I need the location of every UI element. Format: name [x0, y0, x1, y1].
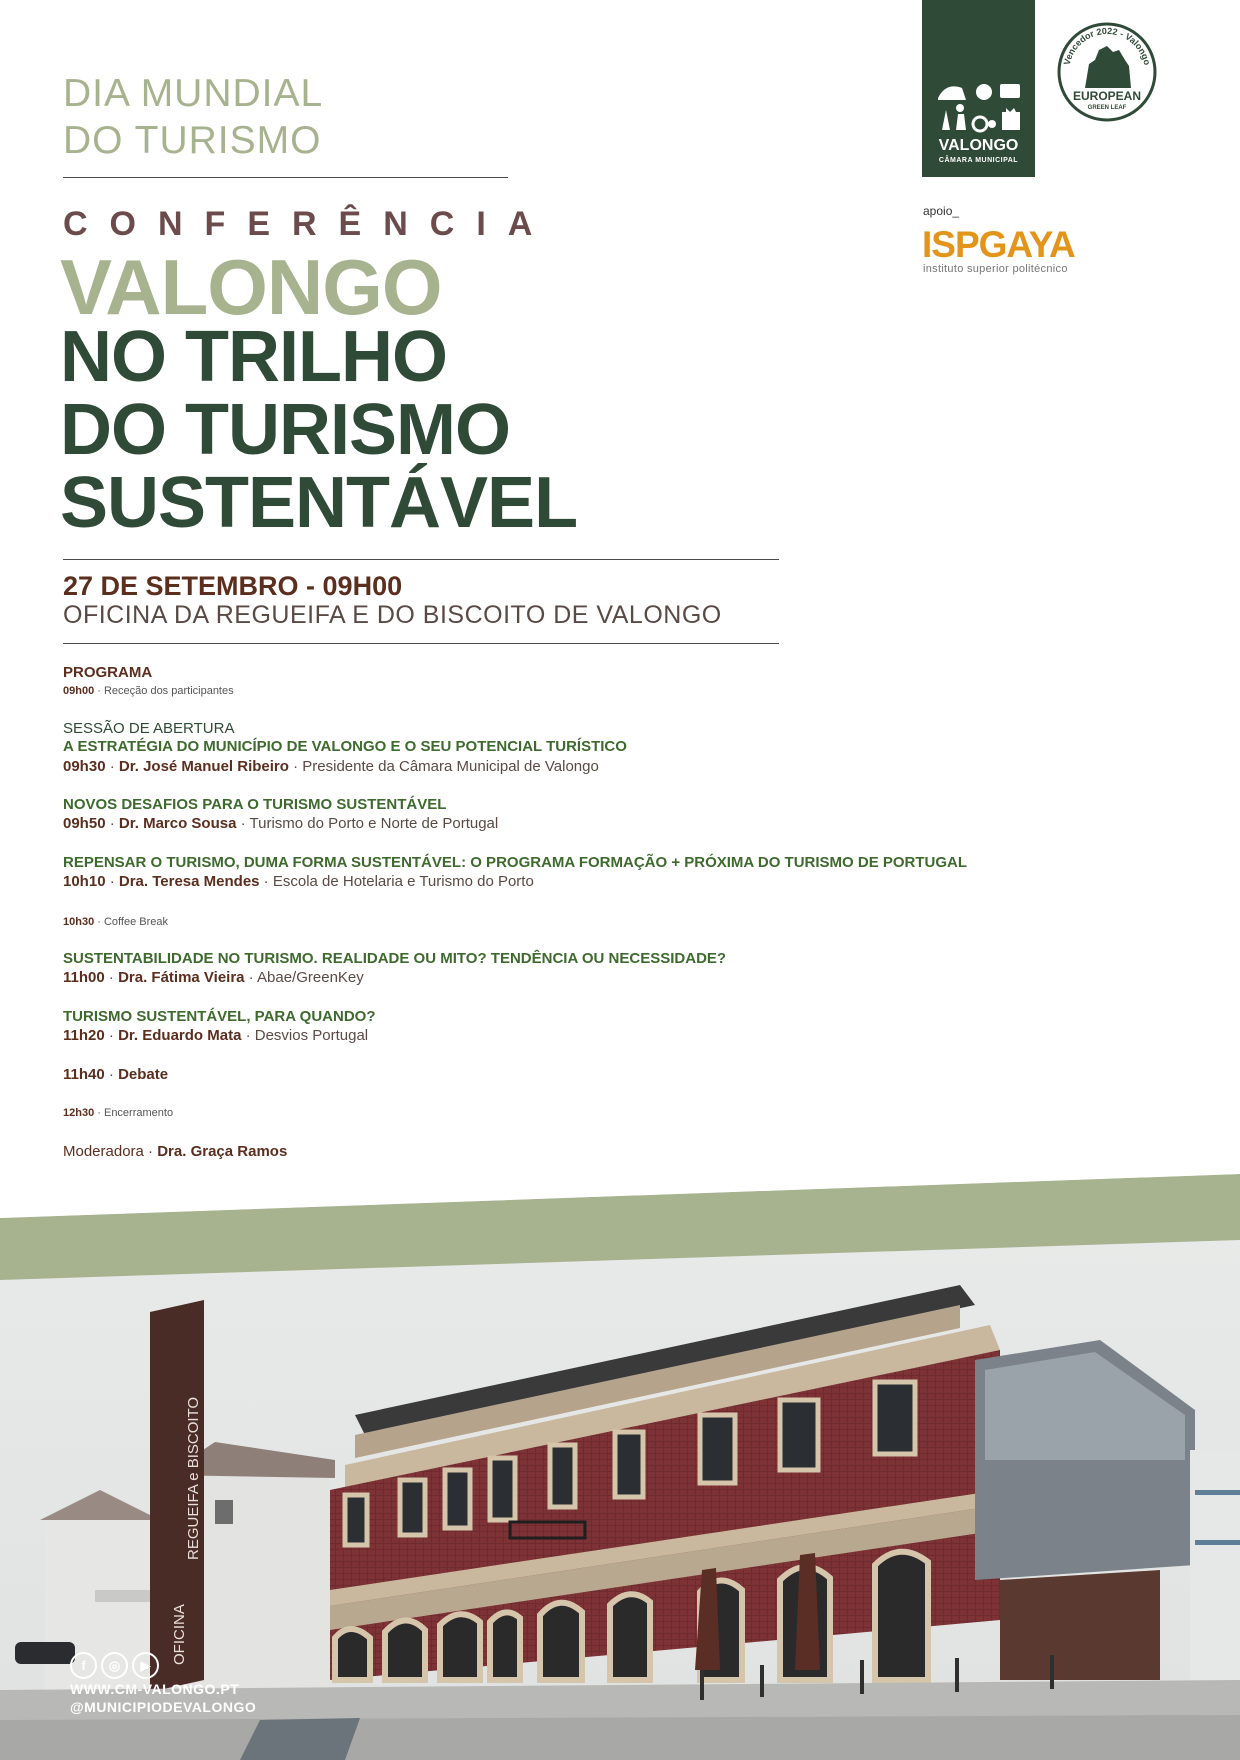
talk-speaker: Dr. Marco Sousa [118, 815, 237, 832]
dia-line-2: DO TURISMO [63, 119, 322, 162]
closing-time: 12h30 [63, 1107, 95, 1119]
talk-line-4: 11h00 · Dra. Fátima Vieira · Abae/GreenKey [63, 969, 364, 986]
building-photo [0, 1160, 1240, 1760]
european-green-leaf-logo [1055, 20, 1159, 124]
talk-speaker: Dr. Eduardo Mata [118, 1027, 242, 1044]
green-leaf-arc-text: Vencedor 2022 - Valongo [1061, 25, 1153, 67]
coffee-time: 10h30 [63, 916, 95, 928]
talk-title-3: REPENSAR O TURISMO, DUMA FORMA SUSTENTÁVEL: O PROGRAMA FORMAÇÃO + PRÓXIMA DO TURISMO DE PORTUGAL [63, 854, 968, 871]
green-leaf-sub-text: GREEN LEAF [1087, 105, 1127, 111]
divider [63, 177, 508, 178]
opening-session-label: SESSÃO DE ABERTURA [63, 720, 235, 737]
debate-text: Debate [118, 1066, 169, 1083]
valongo-pictograms-icon [936, 78, 1022, 134]
valongo-logo-name: VALONGO [938, 137, 1019, 154]
talk-title-1: A ESTRATÉGIA DO MUNICÍPIO DE VALONGO E O SEU POTENCIAL TURÍSTICO [63, 738, 627, 755]
talk-time: 10h10 [63, 873, 106, 890]
talk-line-5: 11h20 · Dr. Eduardo Mata · Desvios Portugal [63, 1027, 369, 1044]
program-item-closing [63, 1107, 173, 1119]
talk-time: 09h30 [63, 758, 106, 775]
conference-label: CONFERÊNCIA [63, 205, 555, 243]
ispgaya-logo: ISPGAYA [922, 224, 1075, 265]
divider [63, 643, 779, 644]
program-item-reception [63, 685, 234, 697]
talk-title-2: NOVOS DESAFIOS PARA O TURISMO SUSTENTÁVEL [63, 796, 447, 813]
talk-speaker: Dra. Fátima Vieira [118, 969, 245, 986]
social-handle[interactable]: @MUNICIPIODEVALONGO [70, 1699, 257, 1715]
instagram-icon[interactable]: ◎ [101, 1652, 128, 1679]
reception-text: · Receção dos participantes [94, 685, 234, 697]
talk-affiliation: · Desvios Portugal [241, 1027, 369, 1044]
moderator-line [63, 1143, 287, 1160]
talk-line-3: 10h10 · Dra. Teresa Mendes · Escola de Hotelaria e Turismo do Porto [63, 873, 534, 890]
green-leaf-main-text: EUROPEAN [1072, 89, 1142, 103]
talk-affiliation: · Presidente da Câmara Municipal de Valongo [288, 758, 599, 775]
program-item-debate: 11h40 · Debate [63, 1066, 169, 1083]
moderator-name: Dra. Graça Ramos [157, 1143, 288, 1160]
talk-time: 09h50 [63, 815, 106, 832]
talk-affiliation: · Escola de Hotelaria e Turismo do Porto [259, 873, 534, 890]
talk-line-2: 09h50 · Dr. Marco Sousa · Turismo do Porto e Norte de Portugal [63, 815, 499, 832]
reception-time: 09h00 [63, 685, 95, 697]
support-label: apoio_ [923, 204, 960, 218]
closing-text: · Encerramento [94, 1107, 174, 1119]
title-line-3: SUSTENTÁVEL [60, 463, 578, 543]
coffee-text: · Coffee Break [94, 916, 168, 928]
valongo-logo-subtitle: CÂMARA MUNICIPAL [938, 157, 1019, 164]
talk-affiliation: · Turismo do Porto e Norte de Portugal [236, 815, 499, 832]
talk-affiliation: · Abae/GreenKey [244, 969, 364, 986]
tower-text-2: REGUEIFA e BISCOITO [185, 1396, 202, 1560]
dia-line-1: DIA MUNDIAL [63, 72, 324, 115]
program-heading: PROGRAMA [63, 664, 153, 681]
divider [63, 559, 779, 560]
talk-line-1: 09h30 · Dr. José Manuel Ribeiro · Presidente da Câmara Municipal de Valongo [63, 758, 599, 775]
facebook-icon[interactable]: f [70, 1652, 97, 1679]
talk-speaker: Dra. Teresa Mendes [118, 873, 260, 890]
talk-title-5: TURISMO SUSTENTÁVEL, PARA QUANDO? [63, 1008, 376, 1025]
title-line-2: DO TURISMO [60, 390, 510, 470]
event-venue: OFICINA DA REGUEIFA E DO BISCOITO DE VALONGO [63, 601, 722, 629]
title-line-1: NO TRILHO [60, 317, 447, 397]
talk-time: 11h20 [63, 1027, 105, 1044]
talk-speaker: Dr. José Manuel Ribeiro [118, 758, 289, 775]
event-date: 27 DE SETEMBRO - 09H00 [63, 571, 403, 601]
debate-time: 11h40 [63, 1066, 105, 1083]
tower-text-1: OFICINA [171, 1604, 188, 1665]
event-day-title [63, 70, 323, 164]
talk-title-4: SUSTENTABILIDADE NO TURISMO. REALIDADE OU MITO? TENDÊNCIA OU NECESSIDADE? [63, 950, 727, 967]
youtube-icon[interactable]: ▶ [132, 1652, 159, 1679]
valongo-municipality-logo [922, 0, 1035, 177]
website-link[interactable]: WWW.CM-VALONGO.PT [70, 1681, 240, 1697]
talk-time: 11h00 [63, 969, 105, 986]
ispgaya-subtitle: instituto superior politécnico [923, 263, 1068, 275]
program-item-coffee [63, 916, 168, 928]
title-highlight: VALONGO [60, 243, 442, 331]
social-icons [70, 1652, 163, 1679]
moderator-label: Moderadora · [63, 1143, 158, 1160]
